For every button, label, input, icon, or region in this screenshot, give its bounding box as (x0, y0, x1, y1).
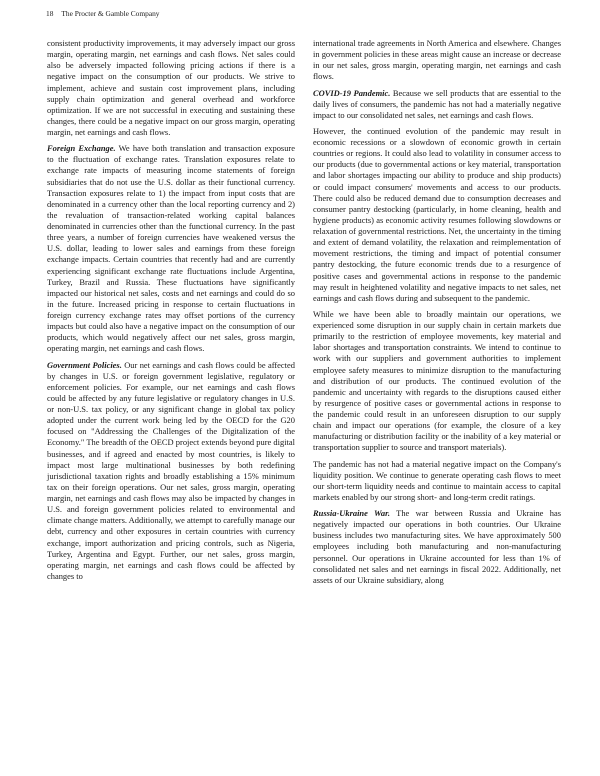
paragraph-covid-evolution (313, 126, 561, 304)
paragraph-foreign-exchange (47, 143, 295, 354)
paragraph-text: international trade agreements in North America and elsewhere. Changes in government policies in these areas might cause an increase or decrease in our net sales, gross margin, operating margin, net earnings and cash flows. (313, 38, 561, 82)
right-column (313, 38, 561, 591)
paragraph-covid (313, 88, 561, 121)
section-heading-government-policies: Government Policies. (47, 359, 122, 370)
paragraph-text: Because we sell products that are essential to the daily lives of consumers, the pandemic has not had a materially negative impact to our consolidated net sales, net earnings and cash flows. (313, 87, 561, 120)
section-heading-covid: COVID-19 Pandemic. (313, 87, 391, 98)
page-header (46, 9, 160, 18)
section-heading-foreign-exchange: Foreign Exchange. (47, 143, 116, 154)
paragraph-supply-chain (313, 309, 561, 454)
company-name: The Procter & Gamble Company (61, 9, 160, 18)
paragraph-text: The pandemic has not had a material negative impact on the Company's liquidity position. We continue to generate operating cash flows to meet our short-term liquidity needs and continue to maintain access to capital markets enabled by our strong short- and long-term credit ratings. (313, 458, 561, 502)
paragraph-text: consistent productivity improvements, it may adversely impact our gross margin, operating margin, net earnings and cash flows. Net sales could also be adversely impacted following pricing actions if there is a negative impact on the consumption of our products. We strive to implement, achieve and sustain cost improvement plans, including supply chain optimization and general overhead and workforce optimization. If we are not successful in executing and sustaining these changes, there could be a negative impact on our gross margin, operating margin, net earnings and cash flows. (47, 38, 295, 137)
paragraph-government-policies (47, 360, 295, 583)
page-number: 18 (46, 9, 54, 18)
paragraph-text: However, the continued evolution of the pandemic may result in economic recessions or a slowdown of economic growth in certain countries or regions. It could also lead to volatility in consumer access to our products (due to governmental actions or key material, transportation and labor shortages impacting our ability to produce and ship products) or could impact consumers' movements and access to our products. There could also be reduced demand due to consumption decreases and consumer pantry destocking (particularly, in home cleaning, health and hygiene products) as economic activity resumes following slowdowns or relaxation of governmental restrictions. Net, the uncertainty in the timing and extent of demand volatility, the relaxation and reimplementation of movement restrictions, the timing and impact of potential consumer pantry destocking, the future economic trends due to a resurgence of positive cases and governmental actions in response to the pandemic may result in heightened volatility and negative impacts to net sales, net earnings and cash flows during and subsequent to the pandemic. (313, 125, 561, 303)
paragraph-russia-ukraine (313, 508, 561, 586)
paragraph-text: We have both translation and transaction exposure to the fluctuation of exchange rates. Translation exposures relate to exchange rate impacts of measuring income statements of foreign subsidiaries that do not use the U.S. dollar as their functional currency. Transaction exposures relate to 1) the impact from input costs that are denominated in a currency other than the local reporting currency and 2) the revaluation of transaction-related working capital balances denominated in currencies other than the functional currency. In the past three years, a number of foreign currencies have weakened versus the U.S. dollar, leading to lower sales and earnings from these foreign exchange impacts. Certain countries that recently had and are currently experiencing significant exchange rate fluctuations include Argentina, Turkey, Brazil and Russia. These fluctuations have significantly impacted our historical net sales, costs and net earnings and could do so in the future. Increased pricing in response to certain fluctuations in foreign currency exchange rates may offset portions of the currency impacts but could also have a negative impact on the consumption of our products, which would negatively affect our net sales, gross margin, operating margin, net earnings and cash flows. (47, 143, 295, 354)
left-column (47, 38, 295, 587)
paragraph-trade-agreements (313, 38, 561, 83)
paragraph-productivity (47, 38, 295, 138)
section-heading-russia-ukraine: Russia-Ukraine War. (313, 508, 391, 518)
paragraph-text: The war between Russia and Ukraine has negatively impacted our operations in both countries. Our Ukraine business includes two manufacturing sites. We have approximately 500 employees including both manufacturing and non-manufacturing personnel. Our operations in Ukraine accounted for less than 1% of consolidated net sales and net earnings in fiscal 2022. Additionally, net assets of our Ukraine subsidiary, along (313, 508, 561, 585)
paragraph-liquidity (313, 459, 561, 504)
paragraph-text: While we have been able to broadly maintain our operations, we experienced some disruption in our supply chain in certain markets due primarily to the restriction of employee movements, key material and labor shortages and transportation constraints. We intend to continue to work with our suppliers and government authorities to implement employee safety measures to minimize disruption to the manufacturing and distribution of our products. The continued evolution of the pandemic and uncertainty with regards to the disruptions caused either by resurgence of positive cases or governmental actions in response to the pandemic could result in an unforeseen disruption to our supply chain and impact our operations (for example, the closure of a key manufacturing or distribution facility or the inability of a key material or transportation supplier to source and transport materials). (313, 308, 561, 453)
paragraph-text: Our net earnings and cash flows could be affected by changes in U.S. or foreign government legislative, regulatory or enforcement policies. For example, our net earnings and cash flows could be affected by any future legislative or regulatory changes in U.S. or non-U.S. tax policy, or any significant change in global tax policy adopted under the current work being led by the OECD for the G20 focused on "Addressing the Challenges of the Digitalization of the Economy." The breadth of the OECD project extends beyond pure digital businesses, and if agreed and enacted by most countries, is likely to impact most large multinational businesses by both redefining jurisdictional taxation rights and broadly establishing a 15% minimum tax on their foreign operations. Our net sales, gross margin, operating margin, net earnings and cash flows may also be impacted by changes in U.S. and foreign government policies related to environmental and climate change matters. Additionally, we attempt to carefully manage our debt, currency and other exposures in certain countries with currency exchange, import authorization and pricing controls, such as Nigeria, Turkey, Argentina and Egypt. Further, our net sales, gross margin, operating margin, net earnings and cash flows could be affected by changes to (47, 359, 295, 581)
